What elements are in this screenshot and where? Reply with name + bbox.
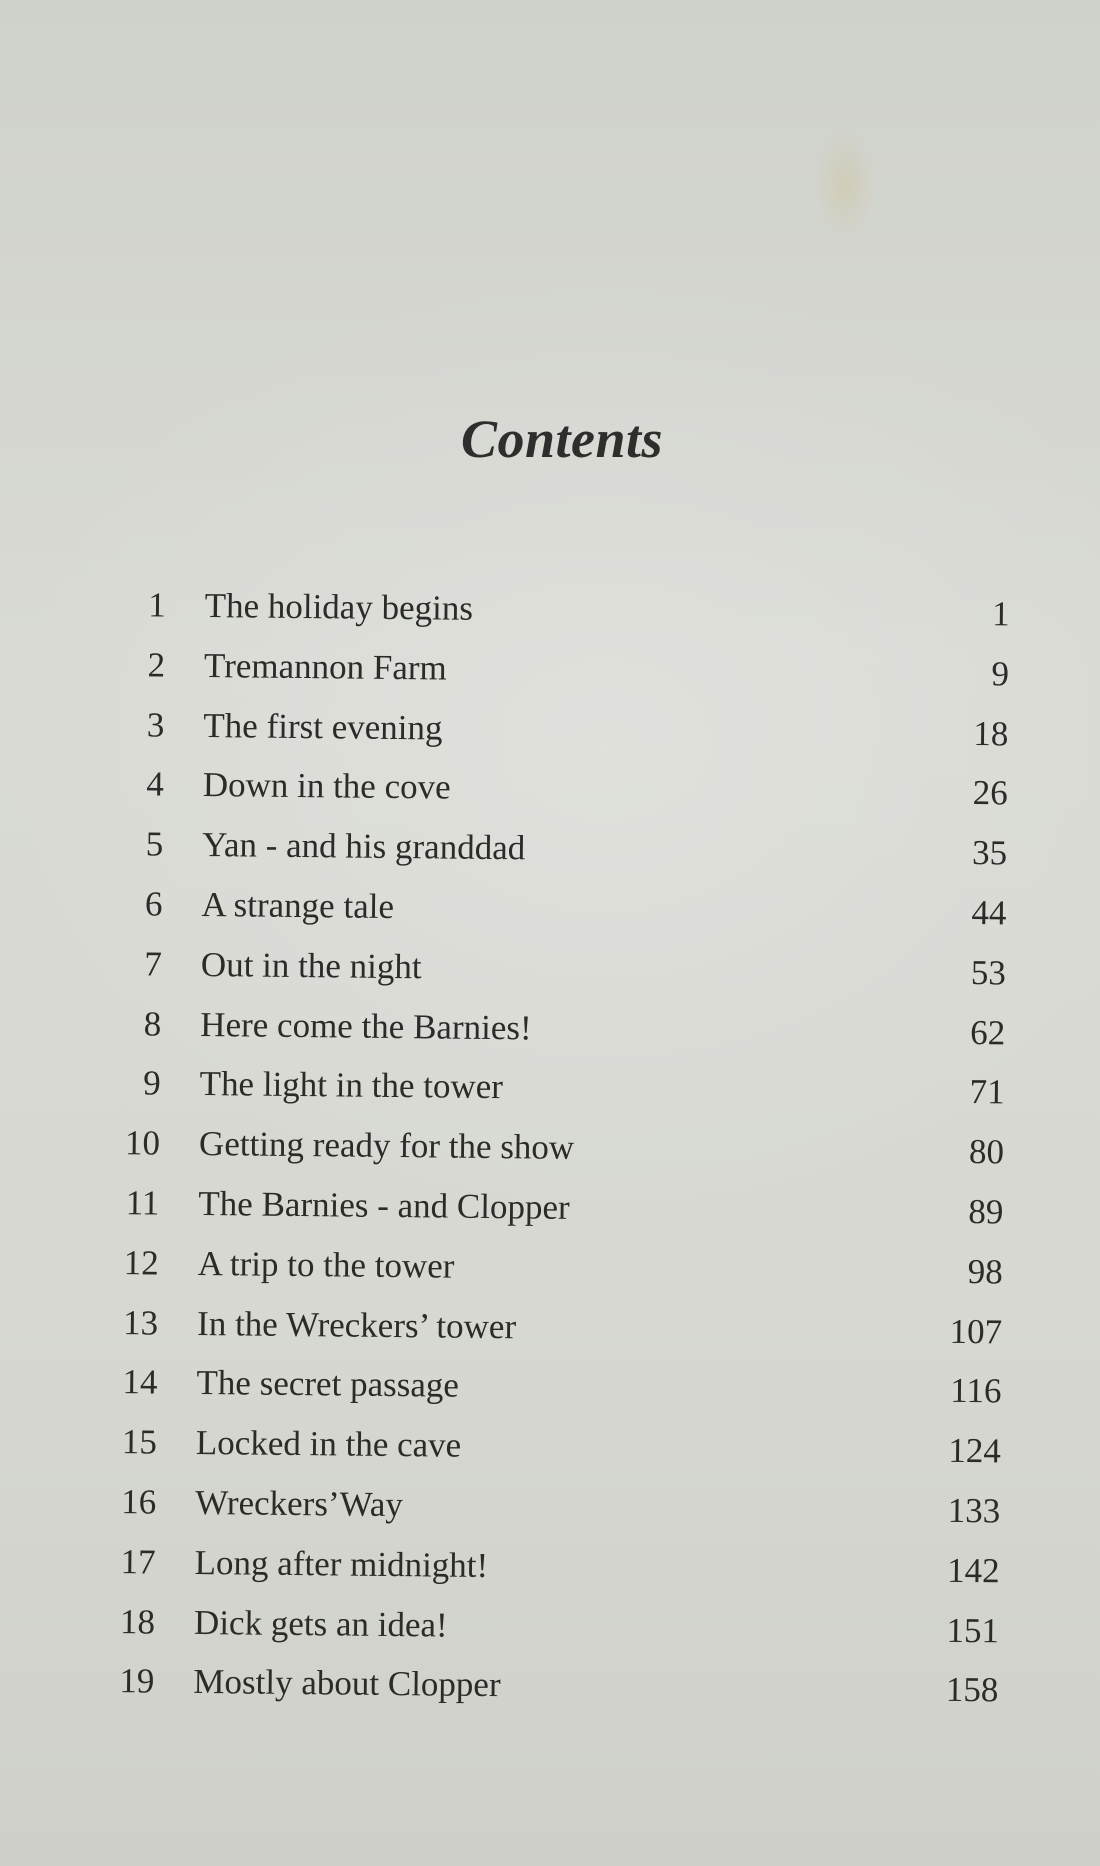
chapter-title: Getting ready for the show [198, 1124, 575, 1168]
page-number: 71 [969, 1072, 1005, 1112]
chapter-title: The Barnies - and Clopper [198, 1183, 570, 1227]
toc-entry [99, 1532, 1010, 1601]
chapter-title: Yan - and his granddad [201, 825, 526, 868]
page-number: 133 [947, 1490, 1001, 1531]
page-number: 142 [946, 1550, 1000, 1591]
chapter-title: The light in the tower [199, 1064, 504, 1107]
chapter-number: 16 [121, 1482, 157, 1522]
table-of-contents [98, 575, 1020, 1721]
chapter-title: Locked in the cave [195, 1423, 462, 1465]
chapter-number: 3 [146, 704, 165, 745]
chapter-title: Long after midnight! [194, 1542, 489, 1585]
chapter-number: 8 [143, 1003, 162, 1044]
toc-entry [107, 814, 1018, 883]
chapter-number: 12 [123, 1242, 160, 1283]
chapter-number: 10 [124, 1123, 161, 1163]
page-number: 62 [970, 1012, 1006, 1052]
chapter-number: 17 [120, 1541, 156, 1582]
chapter-number: 2 [147, 645, 166, 685]
chapter-number: 5 [145, 824, 164, 864]
toc-entry [101, 1412, 1012, 1481]
paper-stain [815, 130, 875, 240]
toc-entry [109, 635, 1020, 704]
chapter-title: In the Wreckers’ tower [196, 1303, 517, 1346]
chapter-title: Mostly about Clopper [193, 1662, 501, 1705]
page-number: 151 [946, 1610, 1000, 1650]
toc-entry [109, 575, 1020, 644]
chapter-number: 6 [144, 884, 163, 924]
toc-entry [102, 1293, 1013, 1362]
chapter-number: 19 [119, 1661, 155, 1701]
chapter-title: Out in the night [200, 944, 422, 987]
toc-entry [99, 1591, 1010, 1660]
page-number: 35 [971, 833, 1008, 873]
toc-entry [104, 1053, 1015, 1122]
toc-entry [101, 1352, 1012, 1421]
toc-entry [103, 1173, 1014, 1242]
page-number: 107 [949, 1311, 1003, 1351]
page-number: 89 [968, 1191, 1004, 1232]
page-number: 44 [971, 893, 1007, 933]
chapter-number: 4 [146, 764, 165, 804]
page-number: 80 [968, 1132, 1005, 1172]
chapter-title: Down in the cove [202, 765, 451, 807]
page-number: 1 [991, 594, 1010, 634]
toc-entry [102, 1233, 1013, 1302]
toc-entry [100, 1472, 1011, 1541]
chapter-number: 9 [142, 1063, 161, 1103]
toc-entry [106, 874, 1017, 943]
chapter-title: The holiday begins [204, 585, 474, 628]
page-number: 98 [967, 1251, 1003, 1292]
chapter-number: 14 [122, 1362, 158, 1402]
chapter-number: 13 [122, 1302, 159, 1343]
toc-entry [108, 695, 1019, 764]
page-number: 53 [970, 952, 1007, 993]
page-title: Contents [460, 409, 664, 469]
page-number: 26 [972, 773, 1008, 813]
chapter-title: Here come the Barnies! [200, 1004, 532, 1048]
toc-entry [106, 934, 1017, 1003]
page-number: 124 [948, 1430, 1002, 1471]
chapter-number: 15 [121, 1422, 158, 1462]
chapter-title: Tremannon Farm [203, 645, 447, 688]
page-number: 18 [973, 713, 1009, 754]
toc-entry [98, 1651, 1009, 1720]
chapter-number: 18 [119, 1601, 156, 1642]
chapter-title: Wreckers’Way [195, 1482, 404, 1525]
page-number: 116 [950, 1371, 1002, 1411]
chapter-title: The secret passage [196, 1363, 460, 1406]
chapter-title: A trip to the tower [197, 1243, 455, 1286]
toc-entry [105, 994, 1016, 1063]
toc-entry [104, 1113, 1015, 1182]
chapter-title: Dick gets an idea! [193, 1602, 448, 1645]
page-number: 9 [991, 654, 1010, 694]
chapter-number: 1 [147, 585, 166, 625]
chapter-number: 11 [125, 1183, 160, 1223]
toc-entry [107, 754, 1018, 823]
page-number: 158 [945, 1670, 999, 1710]
chapter-title: A strange tale [201, 884, 395, 926]
chapter-title: The first evening [203, 705, 443, 748]
chapter-number: 7 [144, 944, 163, 984]
